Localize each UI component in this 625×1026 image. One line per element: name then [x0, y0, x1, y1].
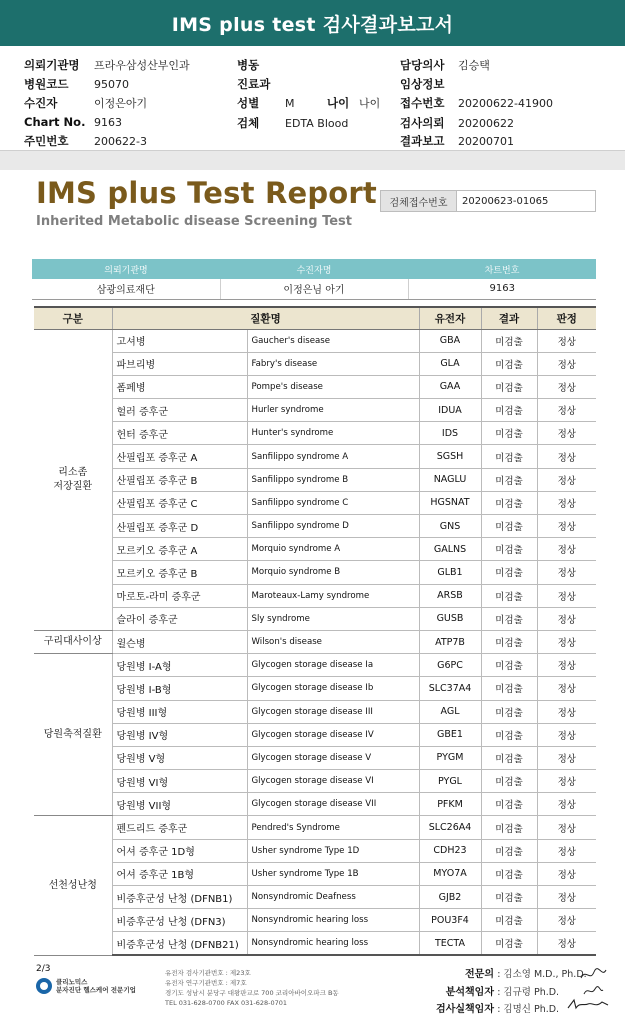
result-cell: 미검출 [481, 886, 537, 909]
address-line: TEL 031-628-0700 FAX 031-628-0701 [165, 999, 288, 1008]
result-cell: 미검출 [481, 491, 537, 514]
result-cell: 미검출 [481, 839, 537, 862]
chart-no-field: Chart No. 9163 [24, 115, 122, 129]
verdict-cell: 정상 [537, 932, 596, 955]
address-line: 경기도 성남시 분당구 대왕판교로 700 코리아바이오파크 B동 [165, 989, 339, 998]
col-header-result: 결과 [481, 307, 537, 329]
result-cell: 미검출 [481, 422, 537, 445]
gene-cell: HGSNAT [419, 491, 481, 514]
verdict-cell: 정상 [537, 538, 596, 561]
disease-name-en: Sly syndrome [247, 607, 419, 630]
gene-cell: SLC26A4 [419, 816, 481, 839]
department-field: 진료과 [237, 77, 271, 91]
signature-mark [578, 966, 608, 984]
result-cell: 미검출 [481, 909, 537, 932]
table-row [34, 677, 596, 700]
table-row [34, 352, 596, 375]
logo-mark-icon [36, 978, 52, 994]
verdict-cell: 정상 [537, 561, 596, 584]
disease-name-ko: 비증후군성 난청 (DFNB21) [112, 932, 247, 955]
col-header-gene: 유전자 [419, 307, 481, 329]
disease-name-en: Glycogen storage disease Ib [247, 677, 419, 700]
table-row [34, 654, 596, 677]
disease-name-ko: 당원병 V형 [112, 746, 247, 769]
results-body [34, 329, 596, 955]
table-row [34, 886, 596, 909]
disease-name-ko: 산필립포 증후군 B [112, 468, 247, 491]
table-row [34, 723, 596, 746]
specimen-receipt-box [380, 190, 596, 212]
result-cell: 미검출 [481, 793, 537, 816]
disease-name-en: Glycogen storage disease Ia [247, 654, 419, 677]
verdict-cell: 정상 [537, 793, 596, 816]
gene-cell: PYGL [419, 770, 481, 793]
institution-field: 의뢰기관명 프라우삼성산부인과 [24, 58, 190, 72]
resident-no-field: 주민번호 200622-3 [24, 134, 147, 148]
report-date-field: 결과보고 20200701 [400, 134, 514, 148]
verdict-cell: 정상 [537, 630, 596, 653]
disease-name-ko: 당원병 I-A형 [112, 654, 247, 677]
verdict-cell: 정상 [537, 422, 596, 445]
col-header-disease: 질환명 [112, 307, 419, 329]
document-title: IMS plus test 검사결과보고서 [171, 13, 454, 36]
result-cell: 미검출 [481, 399, 537, 422]
disease-name-en: Pendred's Syndrome [247, 816, 419, 839]
disease-name-ko: 슬라이 증후군 [112, 607, 247, 630]
table-row [34, 839, 596, 862]
info-header-institution: 의뢰기관명 [32, 259, 220, 279]
doctor-field: 담당의사 김승택 [400, 58, 490, 72]
specimen-receipt-value: 20200623-01065 [462, 195, 549, 207]
disease-name-en: Fabry's disease [247, 352, 419, 375]
table-row [34, 491, 596, 514]
col-header-verdict: 판정 [537, 307, 596, 329]
signer-row: 분석책임자 : 김규령 Ph.D. [445, 986, 560, 998]
table-row [34, 445, 596, 468]
gene-cell: SGSH [419, 445, 481, 468]
table-row [34, 422, 596, 445]
info-header-chart: 차트번호 [408, 259, 596, 279]
request-info-table [32, 259, 596, 300]
signature-mark [566, 996, 610, 1014]
table-row [34, 793, 596, 816]
verdict-cell: 정상 [537, 862, 596, 885]
disease-name-ko: 산필립포 증후군 D [112, 515, 247, 538]
disease-name-ko: 윌슨병 [112, 630, 247, 653]
disease-name-ko: 고셔병 [112, 329, 247, 352]
result-cell: 미검출 [481, 375, 537, 398]
table-row [34, 607, 596, 630]
verdict-cell: 정상 [537, 886, 596, 909]
table-row [34, 909, 596, 932]
request-date-field: 검사의뢰 20200622 [400, 116, 514, 130]
result-cell: 미검출 [481, 329, 537, 352]
gene-cell: GALNS [419, 538, 481, 561]
specimen-receipt-label: 검체접수번호 [381, 191, 457, 211]
table-row [34, 862, 596, 885]
signer-row: 전문의 : 김소영 M.D., Ph.D. [465, 969, 587, 980]
gene-cell: GUSB [419, 607, 481, 630]
disease-name-ko: 당원병 I-B형 [112, 677, 247, 700]
table-row [34, 399, 596, 422]
info-value-patient: 이정은님 아기 [220, 279, 408, 299]
disease-name-en: Hurler syndrome [247, 399, 419, 422]
category-cell: 당원축적질환 [34, 654, 112, 816]
signer-row: 검사실책임자 : 김명신 Ph.D. [436, 1004, 560, 1016]
disease-name-ko: 당원병 III형 [112, 700, 247, 723]
disease-name-ko: 헐러 증후군 [112, 399, 247, 422]
disease-name-en: Pompe's disease [247, 375, 419, 398]
gene-cell: POU3F4 [419, 909, 481, 932]
verdict-cell: 정상 [537, 839, 596, 862]
disease-name-ko: 헌터 증후군 [112, 422, 247, 445]
verdict-cell: 정상 [537, 607, 596, 630]
disease-name-en: Glycogen storage disease IV [247, 723, 419, 746]
gene-cell: NAGLU [419, 468, 481, 491]
patient-info-section [0, 46, 625, 150]
gene-cell: AGL [419, 700, 481, 723]
disease-name-en: Sanfilippo syndrome D [247, 515, 419, 538]
result-cell: 미검출 [481, 468, 537, 491]
gene-cell: GNS [419, 515, 481, 538]
disease-name-ko: 어셔 증후군 1B형 [112, 862, 247, 885]
gene-cell: SLC37A4 [419, 677, 481, 700]
disease-name-ko: 산필립포 증후군 C [112, 491, 247, 514]
disease-name-en: Usher syndrome Type 1B [247, 862, 419, 885]
gene-cell: GBE1 [419, 723, 481, 746]
disease-name-en: Sanfilippo syndrome A [247, 445, 419, 468]
category-cell: 구리대사이상 [34, 630, 112, 653]
disease-name-en: Usher syndrome Type 1D [247, 839, 419, 862]
disease-name-ko: 당원병 VII형 [112, 793, 247, 816]
footer [0, 960, 625, 1026]
verdict-cell: 정상 [537, 700, 596, 723]
section-divider [0, 150, 625, 170]
hospital-code-field: 병원코드 95070 [24, 77, 129, 91]
table-row [34, 515, 596, 538]
verdict-cell: 정상 [537, 654, 596, 677]
gene-cell: GBA [419, 329, 481, 352]
disease-name-en: Glycogen storage disease VII [247, 793, 419, 816]
ward-field: 병동 [237, 58, 260, 72]
result-cell: 미검출 [481, 515, 537, 538]
result-cell: 미검출 [481, 352, 537, 375]
logo-tagline: 분자진단 헬스케어 전문기업 [56, 986, 136, 995]
disease-name-ko: 비증후군성 난청 (DFNB1) [112, 886, 247, 909]
report-heading: IMS plus Test Report [36, 176, 377, 210]
results-table [34, 306, 596, 956]
table-row [34, 816, 596, 839]
result-cell: 미검출 [481, 723, 537, 746]
address-line: 유전자 연구기관번호 : 제7호 [165, 979, 247, 988]
gene-cell: TECTA [419, 932, 481, 955]
verdict-cell: 정상 [537, 352, 596, 375]
table-row [34, 630, 596, 653]
disease-name-en: Morquio syndrome A [247, 538, 419, 561]
table-row [34, 329, 596, 352]
company-logo [36, 978, 136, 995]
disease-name-en: Nonsyndromic hearing loss [247, 932, 419, 955]
gene-cell: GAA [419, 375, 481, 398]
gene-cell: PFKM [419, 793, 481, 816]
table-row [34, 932, 596, 955]
table-row [34, 468, 596, 491]
table-row [34, 375, 596, 398]
gene-cell: IDUA [419, 399, 481, 422]
report-title-bar [0, 0, 625, 46]
verdict-cell: 정상 [537, 329, 596, 352]
logo-name: 클리노믹스 [56, 978, 88, 986]
result-cell: 미검출 [481, 677, 537, 700]
disease-name-ko: 폼페병 [112, 375, 247, 398]
verdict-cell: 정상 [537, 515, 596, 538]
disease-name-en: Sanfilippo syndrome C [247, 491, 419, 514]
verdict-cell: 정상 [537, 445, 596, 468]
category-cell: 리소좀 저장질환 [34, 329, 112, 630]
result-cell: 미검출 [481, 561, 537, 584]
result-cell: 미검출 [481, 607, 537, 630]
table-row [34, 770, 596, 793]
info-value-chart: 9163 [408, 279, 596, 299]
disease-name-en: Wilson's disease [247, 630, 419, 653]
category-cell: 선천성난청 [34, 816, 112, 955]
verdict-cell: 정상 [537, 584, 596, 607]
verdict-cell: 정상 [537, 375, 596, 398]
disease-name-ko: 당원병 IV형 [112, 723, 247, 746]
result-cell: 미검출 [481, 654, 537, 677]
disease-name-ko: 펜드리드 증후군 [112, 816, 247, 839]
disease-name-ko: 모르키오 증후군 B [112, 561, 247, 584]
result-cell: 미검출 [481, 584, 537, 607]
gene-cell: CDH23 [419, 839, 481, 862]
gene-cell: ATP7B [419, 630, 481, 653]
result-cell: 미검출 [481, 816, 537, 839]
result-cell: 미검출 [481, 700, 537, 723]
disease-name-en: Glycogen storage disease V [247, 746, 419, 769]
disease-name-ko: 모르키오 증후군 A [112, 538, 247, 561]
disease-name-en: Morquio syndrome B [247, 561, 419, 584]
disease-name-ko: 산필립포 증후군 A [112, 445, 247, 468]
col-header-category: 구분 [34, 307, 112, 329]
verdict-cell: 정상 [537, 677, 596, 700]
table-row [34, 584, 596, 607]
gene-cell: GLA [419, 352, 481, 375]
table-row [34, 746, 596, 769]
disease-name-en: Glycogen storage disease III [247, 700, 419, 723]
disease-name-ko: 마로토-라미 증후군 [112, 584, 247, 607]
verdict-cell: 정상 [537, 816, 596, 839]
disease-name-en: Gaucher's disease [247, 329, 419, 352]
table-row [34, 561, 596, 584]
disease-name-en: Nonsyndromic hearing loss [247, 909, 419, 932]
verdict-cell: 정상 [537, 909, 596, 932]
address-line: 유전자 검사기관번호 : 제23호 [165, 969, 251, 977]
disease-name-en: Sanfilippo syndrome B [247, 468, 419, 491]
age-field: 나이 나이 [327, 96, 381, 110]
result-cell: 미검출 [481, 630, 537, 653]
disease-name-ko: 파브리병 [112, 352, 247, 375]
verdict-cell: 정상 [537, 491, 596, 514]
gene-cell: PYGM [419, 746, 481, 769]
specimen-field: 검체 EDTA Blood [237, 116, 349, 130]
verdict-cell: 정상 [537, 468, 596, 491]
verdict-cell: 정상 [537, 723, 596, 746]
company-address [165, 968, 339, 1008]
signers-block [436, 966, 587, 1019]
page-number: 2/3 [36, 964, 51, 974]
gene-cell: GLB1 [419, 561, 481, 584]
verdict-cell: 정상 [537, 399, 596, 422]
gene-cell: G6PC [419, 654, 481, 677]
verdict-cell: 정상 [537, 746, 596, 769]
gene-cell: IDS [419, 422, 481, 445]
clinical-info-field: 임상정보 [400, 77, 445, 91]
disease-name-ko: 비증후군성 난청 (DFN3) [112, 909, 247, 932]
disease-name-ko: 당원병 VI형 [112, 770, 247, 793]
table-row [34, 538, 596, 561]
report-subtitle: Inherited Metabolic disease Screening Test [36, 214, 353, 229]
gene-cell: ARSB [419, 584, 481, 607]
patient-field: 수진자 이정은아기 [24, 96, 148, 110]
table-row [34, 700, 596, 723]
disease-name-en: Hunter's syndrome [247, 422, 419, 445]
info-header-patient: 수진자명 [220, 259, 408, 279]
verdict-cell: 정상 [537, 770, 596, 793]
result-cell: 미검출 [481, 770, 537, 793]
result-cell: 미검출 [481, 445, 537, 468]
result-cell: 미검출 [481, 538, 537, 561]
result-cell: 미검출 [481, 862, 537, 885]
gene-cell: GJB2 [419, 886, 481, 909]
disease-name-ko: 어셔 증후군 1D형 [112, 839, 247, 862]
sex-field: 성별 M [237, 96, 295, 110]
result-cell: 미검출 [481, 932, 537, 955]
disease-name-en: Maroteaux-Lamy syndrome [247, 584, 419, 607]
receipt-no-field: 접수번호 20200622-41900 [400, 96, 553, 110]
disease-name-en: Nonsyndromic Deafness [247, 886, 419, 909]
result-cell: 미검출 [481, 746, 537, 769]
disease-name-en: Glycogen storage disease VI [247, 770, 419, 793]
info-value-institution: 삼광의료재단 [32, 279, 220, 299]
gene-cell: MYO7A [419, 862, 481, 885]
